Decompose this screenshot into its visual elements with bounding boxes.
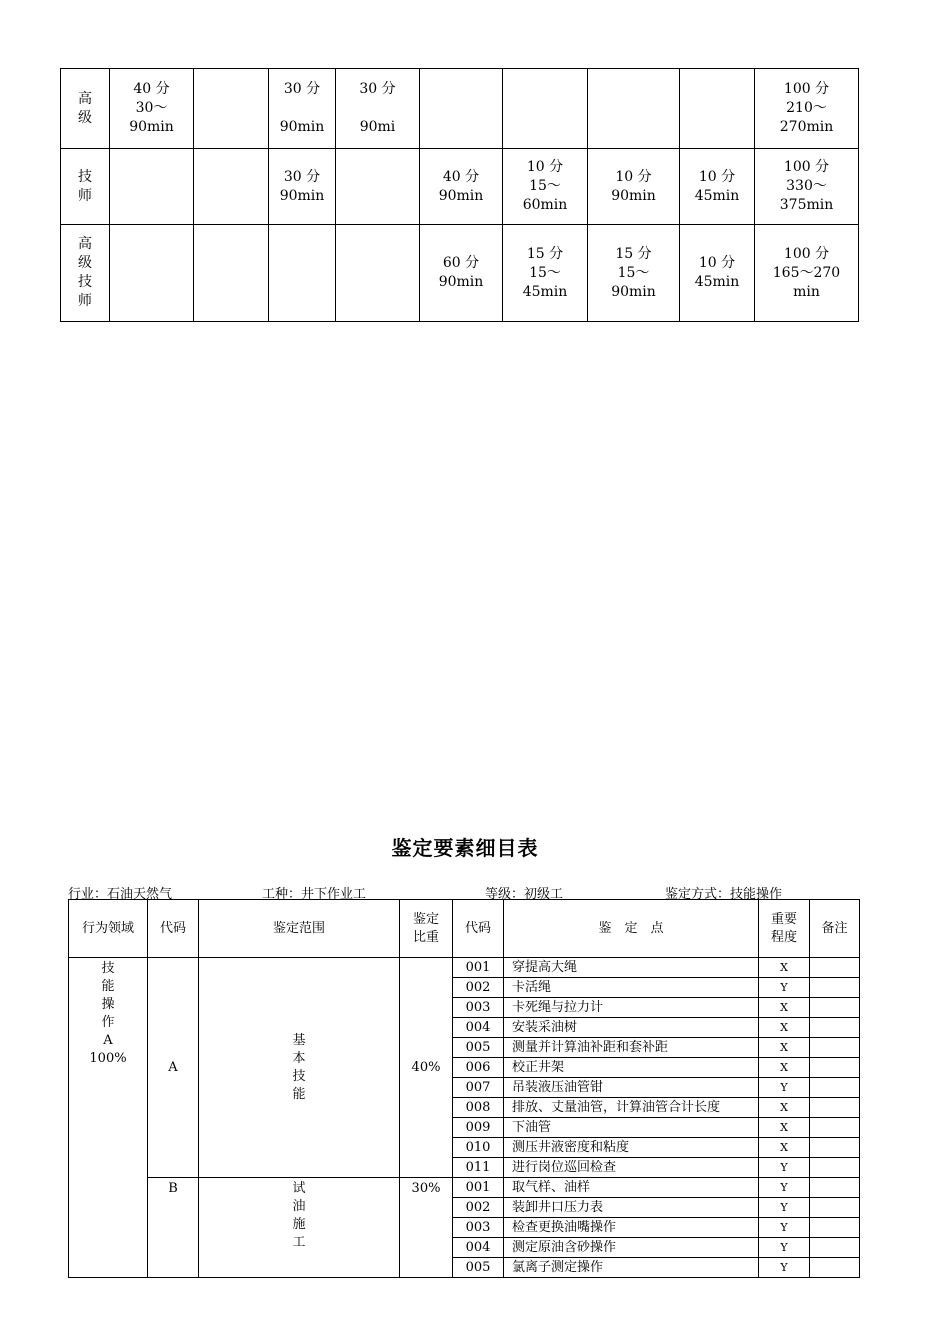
scope-char: 基 [292,1032,306,1048]
table-row [69,958,860,978]
header-remark: 备注 [810,900,860,958]
time-cell-line: 90min [129,119,174,135]
header-importance-line: 重要 [770,911,797,927]
scope-char: 工 [292,1235,306,1250]
point-cell: 测压井液密度和粘度 [504,1138,759,1158]
header-weight-line: 比重 [412,929,439,945]
time-cell-line: 210～ [786,100,827,116]
time-cell [680,225,755,322]
domain-char: 100% [89,1051,127,1066]
scope-char: 技 [292,1068,306,1084]
importance-cell: Y [759,978,810,998]
importance-cell: X [759,958,810,978]
header-weight [400,900,453,958]
time-cell-line: 30 分 [359,81,396,97]
group-code-cell: A [148,958,199,1178]
time-cell-line: 40 分 [133,81,170,97]
time-cell-line: 40 分 [442,168,480,185]
point-cell: 氯离子测定操作 [504,1258,759,1278]
scope-char: 本 [292,1050,306,1066]
time-cell [755,149,859,225]
importance-cell: Y [759,1238,810,1258]
level-label-char: 高 [78,90,92,107]
table-row [69,1178,860,1198]
remark-cell [810,1218,860,1238]
scope-cell [199,1178,400,1278]
time-cell-line: 30 分 [283,81,321,97]
time-cell-line: 270min [779,119,834,135]
time-cell-line: 100 分 [783,245,830,262]
time-cell [110,69,194,149]
domain-char: 操 [101,997,115,1012]
level-label-char: 技 [78,274,92,290]
time-cell-line: 165～270 [772,264,841,281]
scope-char: 能 [292,1086,306,1102]
point-cell: 下油管 [504,1118,759,1138]
remark-cell [810,1178,860,1198]
point-cell: 卡活绳 [504,978,759,998]
time-cell-line: 90min [279,187,325,204]
level-label-char: 级 [78,255,92,271]
importance-cell: X [759,1058,810,1078]
scope-char: 试 [292,1181,306,1196]
time-cell [420,69,503,149]
time-cell [110,225,194,322]
header-weight-line: 鉴定 [412,911,439,927]
time-allocation-table [60,68,859,322]
importance-cell: Y [759,1218,810,1238]
remark-cell [810,1038,860,1058]
remark-cell [810,1098,860,1118]
point-code-cell: 010 [453,1138,504,1158]
scope-char: 油 [292,1199,306,1214]
header-scope: 鉴定范围 [199,900,400,958]
time-cell [336,225,420,322]
point-code-cell: 004 [453,1238,504,1258]
point-cell: 排放、丈量油管，计算油管合计长度 [504,1098,759,1118]
time-cell [110,149,194,225]
time-cell-line: 45min [694,274,740,290]
level-label-char: 师 [78,293,92,309]
point-code-cell: 004 [453,1018,504,1038]
point-code-cell: 008 [453,1098,504,1118]
point-cell: 检查更换油嘴操作 [504,1218,759,1238]
level-label-cell [61,149,110,225]
time-cell [269,225,336,322]
remark-cell [810,1198,860,1218]
point-cell: 进行岗位巡回检查 [504,1158,759,1178]
weight-cell: 40% [400,958,453,1178]
time-cell-line: 15 分 [526,245,564,262]
time-cell [336,69,420,149]
point-cell: 穿提高大绳 [504,958,759,978]
time-cell-line: 330～ [786,178,827,194]
remark-cell [810,1258,860,1278]
importance-cell: X [759,1118,810,1138]
point-code-cell: 003 [453,1218,504,1238]
time-cell [588,69,680,149]
time-row [61,69,859,149]
time-cell [588,225,680,322]
header-importance [759,900,810,958]
level-label-cell [61,69,110,149]
point-code-cell: 005 [453,1258,504,1278]
time-row [61,149,859,225]
domain-char: 能 [101,979,115,994]
point-cell: 取气样、油样 [504,1178,759,1198]
time-cell [503,149,588,225]
time-cell [680,149,755,225]
importance-cell: Y [759,1258,810,1278]
time-cell [420,149,503,225]
time-cell-line: 45min [522,283,568,300]
header-point: 鉴 定 点 [504,900,759,958]
time-cell [194,225,269,322]
time-cell [194,149,269,225]
remark-cell [810,978,860,998]
point-cell: 安装采油树 [504,1018,759,1038]
time-cell-line [336,99,419,118]
weight-cell: 30% [400,1178,453,1278]
time-cell-line: 90min [611,187,656,204]
time-cell-line: 30 分 [283,168,321,185]
time-cell-line: 15～ [529,264,561,281]
time-cell-line: 10 分 [615,168,652,185]
scope-char: 施 [292,1217,306,1232]
time-cell-line: 90min [438,274,484,290]
time-cell-line [269,99,335,118]
assessment-elements-table [68,899,860,1278]
point-code-cell: 005 [453,1038,504,1058]
point-code-cell: 009 [453,1118,504,1138]
importance-cell: Y [759,1158,810,1178]
point-cell: 卡死绳与拉力计 [504,998,759,1018]
time-cell-line: 10 分 [526,159,564,175]
domain-char: 技 [101,961,115,976]
level-label: 等级：初级工 [485,887,564,902]
importance-cell: Y [759,1078,810,1098]
time-cell-line: min [793,283,820,300]
importance-cell: Y [759,1178,810,1198]
domain-char: 作 [101,1015,115,1030]
time-cell-line: 375min [779,197,834,213]
time-cell-line: 15～ [617,264,650,281]
time-cell [755,69,859,149]
time-cell-line: 90min [438,187,484,204]
remark-cell [810,1018,860,1038]
time-cell [588,149,680,225]
level-label-char: 师 [78,187,92,204]
importance-cell: X [759,1098,810,1118]
point-cell: 吊装液压油管钳 [504,1078,759,1098]
time-cell-line: 90min [279,119,325,135]
domain-cell [69,958,148,1278]
level-label-char: 级 [78,109,92,126]
scope-cell [199,958,400,1178]
point-code-cell: 011 [453,1158,504,1178]
importance-cell: X [759,1018,810,1038]
time-cell [269,149,336,225]
point-code-cell: 002 [453,978,504,998]
time-cell-line: 30～ [135,100,168,116]
point-code-cell: 006 [453,1058,504,1078]
time-cell [269,69,336,149]
time-cell-line: 10 分 [698,168,736,185]
time-cell-line: 60 分 [442,255,480,271]
header-domain: 行为领域 [69,900,148,958]
time-cell-line: 90mi [359,119,396,135]
importance-cell: X [759,1038,810,1058]
domain-char: A [103,1033,113,1048]
time-cell [680,69,755,149]
time-cell [755,225,859,322]
time-cell [420,225,503,322]
importance-cell: Y [759,1198,810,1218]
point-code-cell: 002 [453,1198,504,1218]
time-cell-line: 90min [611,283,656,300]
time-cell [194,69,269,149]
remark-cell [810,1138,860,1158]
remark-cell [810,958,860,978]
time-cell [503,225,588,322]
header-row [69,900,860,958]
remark-cell [810,1158,860,1178]
remark-cell [810,1058,860,1078]
level-label-char: 技 [78,168,92,185]
time-cell [503,69,588,149]
time-row [61,225,859,322]
point-code-cell: 003 [453,998,504,1018]
remark-cell [810,998,860,1018]
time-cell-line: 15 分 [615,245,652,262]
point-code-cell: 007 [453,1078,504,1098]
header-point-code: 代码 [453,900,504,958]
header-importance-line: 程度 [770,929,797,945]
time-cell-line: 100 分 [783,159,830,175]
method-label: 鉴定方式：技能操作 [665,887,783,902]
time-cell-line: 60min [522,197,568,213]
importance-cell: X [759,998,810,1018]
point-code-cell: 001 [453,1178,504,1198]
group-code-cell: B [148,1178,199,1278]
job-label: 工种：井下作业工 [262,887,367,902]
time-cell [336,149,420,225]
table-title: 鉴定要素细目表 [391,836,539,860]
remark-cell [810,1078,860,1098]
point-cell: 装卸井口压力表 [504,1198,759,1218]
time-cell-line: 45min [694,187,740,204]
level-label-char: 高 [78,236,92,252]
industry-label: 行业：石油天然气 [68,887,173,902]
header-code: 代码 [148,900,199,958]
time-cell-line: 100 分 [783,81,830,97]
level-label-cell [61,225,110,322]
time-cell-line: 15～ [529,178,561,194]
time-cell-line: 10 分 [698,255,736,271]
point-cell: 测定原油含砂操作 [504,1238,759,1258]
remark-cell [810,1118,860,1138]
importance-cell: X [759,1138,810,1158]
point-code-cell: 001 [453,958,504,978]
point-cell: 测量并计算油补距和套补距 [504,1038,759,1058]
point-cell: 校正井架 [504,1058,759,1078]
remark-cell [810,1238,860,1258]
